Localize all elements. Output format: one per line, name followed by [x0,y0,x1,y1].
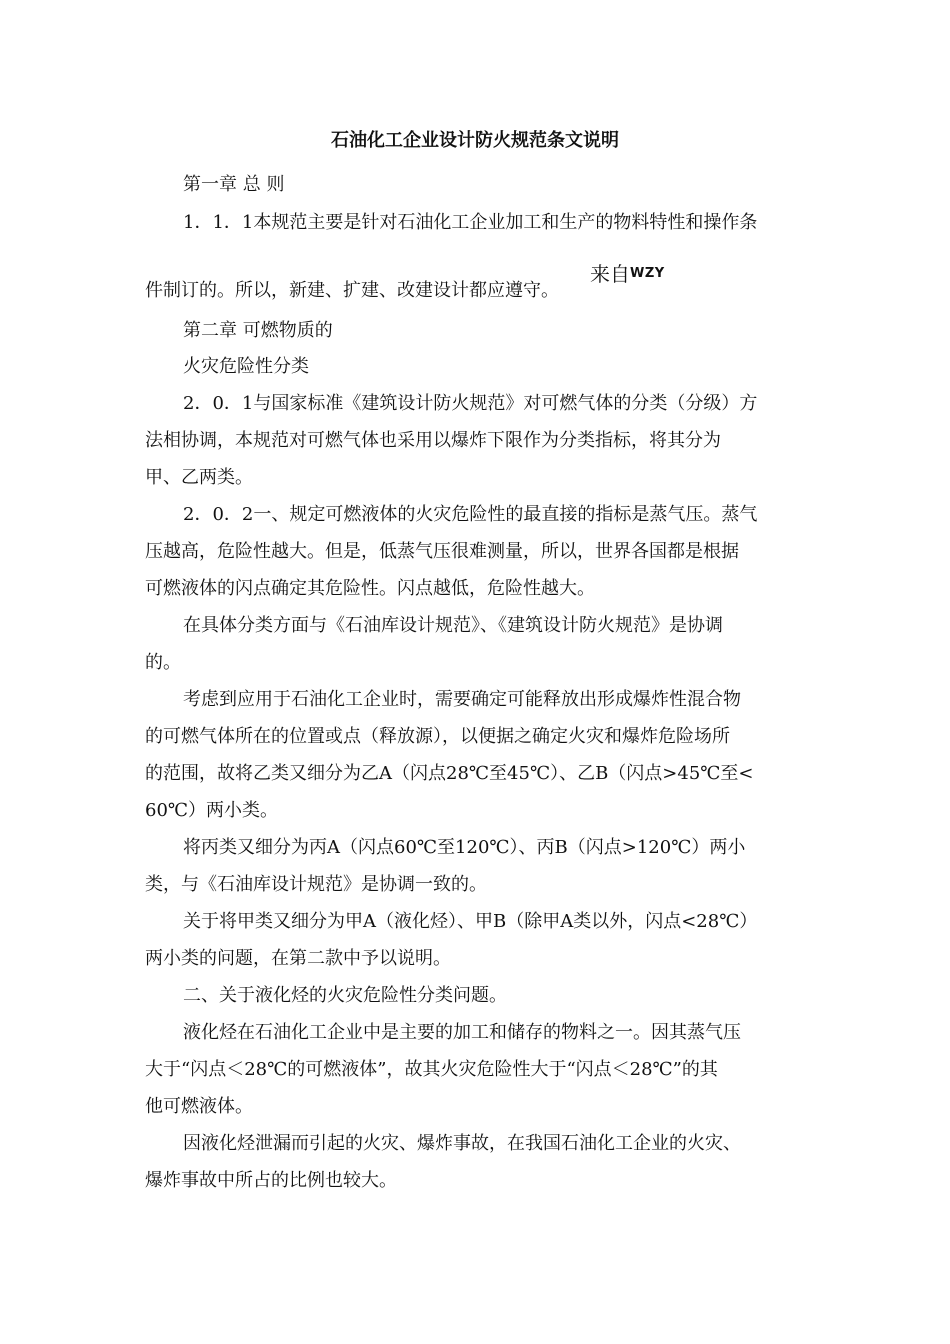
paragraph-line: 2．0．1与国家标准《建筑设计防火规范》对可燃气体的分类（分级）方 [183,393,758,414]
paragraph-line: 法相协调，本规范对可燃气体也采用以爆炸下限作为分类指标，将其分为 [145,430,721,451]
paragraph-line: 液化烃在石油化工企业中是主要的加工和储存的物料之一。因其蒸气压 [183,1022,741,1043]
paragraph-line: 压越高，危险性越大。但是，低蒸气压很难测量，所以，世界各国都是根据 [145,541,739,562]
paragraph-line: 1．1．1本规范主要是针对石油化工企业加工和生产的物料特性和操作条 [183,212,758,233]
paragraph-line: 二、关于液化烃的火灾危险性分类问题。 [183,985,507,1006]
paragraph-line: 考虑到应用于石油化工企业时，需要确定可能释放出形成爆炸性混合物 [183,689,741,710]
stamp-mark: WZY [630,266,665,281]
paragraph-line: 2．0．2一、规定可燃液体的火灾危险性的最直接的指标是蒸气压。蒸气 [183,504,758,525]
source-stamp [590,258,665,287]
chapter-1-heading: 第一章 总 则 [183,174,285,195]
paragraph-line: 的可燃气体所在的位置或点（释放源），以便据之确定火灾和爆炸危险场所 [145,726,730,747]
paragraph-line: 爆炸事故中所占的比例也较大。 [145,1170,397,1191]
document-title: 石油化工企业设计防火规范条文说明 [331,130,619,151]
paragraph-line: 因液化烃泄漏而引起的火灾、爆炸事故，在我国石油化工企业的火灾、 [183,1133,741,1154]
paragraph-line: 可燃液体的闪点确定其危险性。闪点越低，危险性越大。 [145,578,595,599]
paragraph-line: 甲、乙两类。 [145,467,253,488]
chapter-2-heading: 第二章 可燃物质的 [183,320,333,341]
paragraph-line: 的。 [145,652,181,673]
paragraph-line: 将丙类又细分为丙A（闪点60℃至120℃）、丙B（闪点>120℃）两小 [183,837,746,858]
chapter-2-subheading: 火灾危险性分类 [183,356,309,377]
paragraph-line: 类，与《石油库设计规范》是协调一致的。 [145,874,487,895]
paragraph-line: 在具体分类方面与《石油库设计规范》、《建筑设计防火规范》是协调 [183,615,723,636]
paragraph-line: 两小类的问题，在第二款中予以说明。 [145,948,451,969]
paragraph-line: 他可燃液体。 [145,1096,253,1117]
paragraph-line: 大于“闪点＜28℃的可燃液体”，故其火灾危险性大于“闪点＜28℃”的其 [145,1059,718,1080]
paragraph-line: 件制订的。所以，新建、扩建、改建设计都应遵守。 [145,280,559,301]
stamp-prefix: 来自 [590,262,630,286]
paragraph-line: 60℃）两小类。 [145,800,279,821]
paragraph-line: 关于将甲类又细分为甲A（液化烃）、甲B（除甲A类以外，闪点<28℃） [183,911,758,932]
paragraph-line: 的范围，故将乙类又细分为乙A（闪点28℃至45℃）、乙B（闪点>45℃至< [145,763,754,784]
